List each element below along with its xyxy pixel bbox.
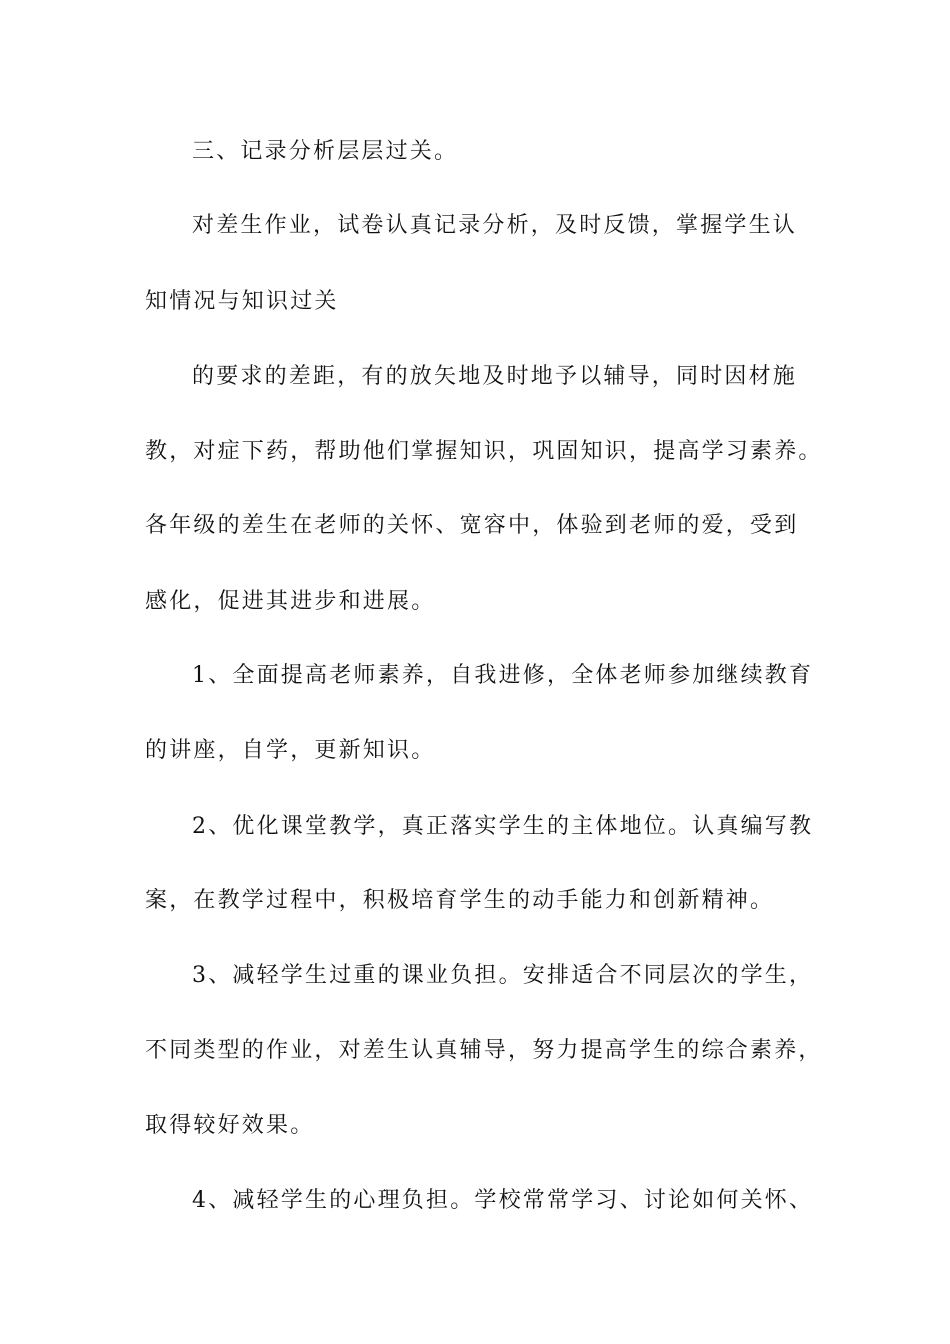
list-item-line: 的讲座，自学，更新知识。 xyxy=(145,738,436,763)
paragraph-line: 感化，促进其进步和进展。 xyxy=(145,589,436,614)
list-item-line: 1、全面提高老师素养，自我进修，全体老师参加继续教育 xyxy=(192,663,814,688)
paragraph-line: 各年级的差生在老师的关怀、宽容中，体验到老师的爱，受到 xyxy=(145,513,799,538)
list-item-line: 2、优化课堂教学，真正落实学生的主体地位。认真编写教 xyxy=(192,814,814,839)
paragraph-line: 对差生作业，试卷认真记录分析，及时反馈，掌握学生认 xyxy=(192,213,798,238)
list-item-line: 不同类型的作业，对差生认真辅导，努力提高学生的综合素养， xyxy=(145,1038,823,1063)
paragraph-line: 教，对症下药，帮助他们掌握知识，巩固知识，提高学习素养。 xyxy=(145,439,823,464)
paragraph-line: 的要求的差距，有的放矢地及时地予以辅导，同时因材施 xyxy=(192,364,798,389)
section-heading: 三、记录分析层层过关。 xyxy=(192,139,459,164)
paragraph-line: 知情况与知识过关 xyxy=(145,289,339,314)
list-item-line: 案，在教学过程中，积极培育学生的动手能力和创新精神。 xyxy=(145,888,775,913)
list-item-line: 3、减轻学生过重的课业负担。安排适合不同层次的学生， xyxy=(192,963,814,988)
list-item-line: 取得较好效果。 xyxy=(145,1113,315,1138)
list-item-line: 4、减轻学生的心理负担。学校常常学习、讨论如何关怀、 xyxy=(192,1188,814,1213)
